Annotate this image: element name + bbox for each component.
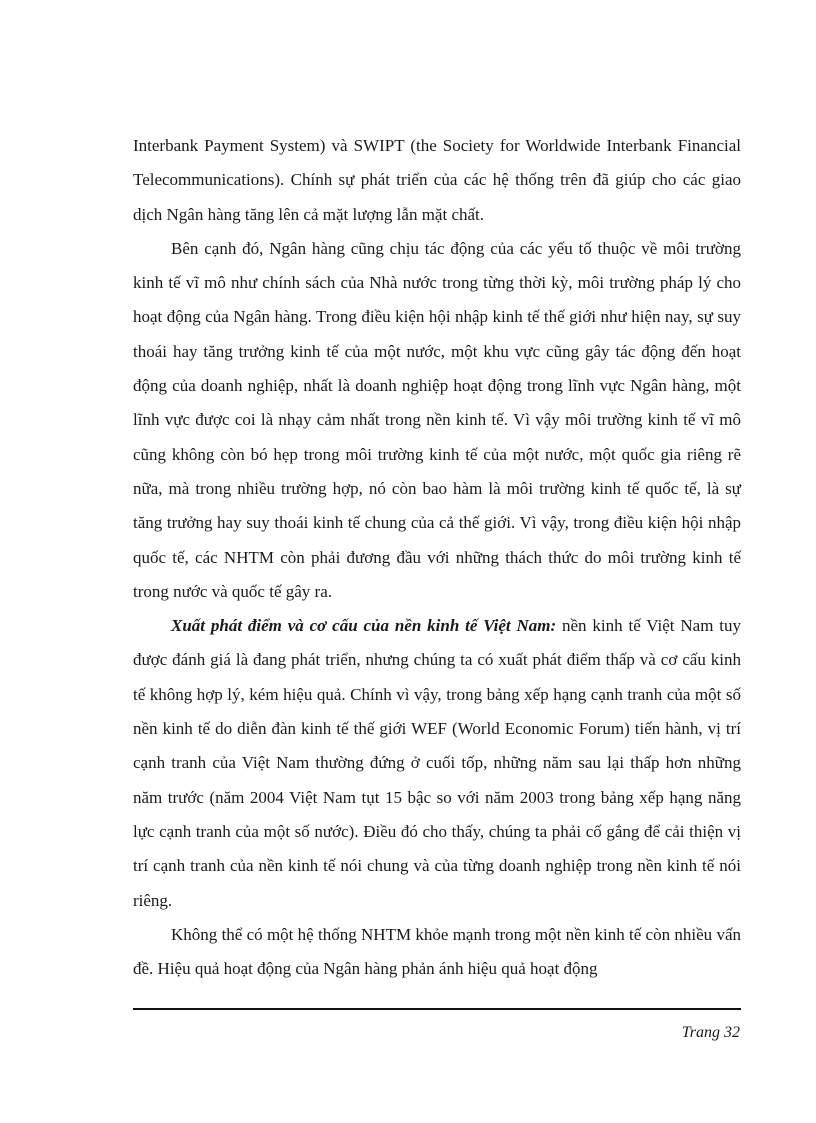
paragraph-2-text: Bên cạnh đó, Ngân hàng cũng chịu tác động của các yếu tố thuộc về môi trường kinh tế vĩ mô như chính sách của Nhà nước trong từng thời kỳ, môi trường pháp lý cho hoạt động của Ngân hàng. Trong điều kiện hội nhập kinh tế thế giới như hiện nay, sự suy thoái hay tăng trưởng kinh tế của một nước, một khu vực cũng gây tác động đến hoạt động của doanh nghiệp, nhất là doanh nghiệp hoạt động trong lĩnh vực Ngân hàng, một lĩnh vực được coi là nhạy cảm nhất trong nền kinh tế. Vì vậy môi trường kinh tế vĩ mô cũng không còn bó hẹp trong môi trường kinh tế của một nước, một quốc gia riêng rẽ nữa, mà trong nhiều trường hợp, nó còn bao hàm là môi trường kinh tế quốc tế, là sự tăng trưởng hay suy thoái kinh tế chung của cả thế giới. Vì vậy, trong điều kiện hội nhập quốc tế, các NHTM còn phải đương đầu với những thách thức do môi trường kinh tế trong nước và quốc tế gây ra. xyxy=(133,238,741,601)
footer-divider xyxy=(133,1008,741,1010)
paragraph-1-text: Interbank Payment System) và SWIPT (the Society for Worldwide Interbank Financial Telecommunications). Chính sự phát triển của các hệ thống trên đã giúp cho các giao dịch Ngân hàng tăng lên cả mặt lượng lẫn mặt chất. xyxy=(133,136,741,224)
page-number: Trang 32 xyxy=(681,1024,740,1041)
paragraph-2 xyxy=(133,232,741,609)
paragraph-4 xyxy=(133,918,741,987)
paragraph-3-heading: Xuất phát điểm và cơ cấu của nền kinh tế Việt Nam: xyxy=(171,616,557,636)
paragraph-1 xyxy=(133,129,741,232)
paragraph-3 xyxy=(133,609,741,918)
body-text xyxy=(133,129,741,986)
paragraph-4-text: Không thể có một hệ thống NHTM khỏe mạnh trong một nền kinh tế còn nhiều vấn đề. Hiệu quả hoạt động của Ngân hàng phản ánh hiệu quả hoạt động xyxy=(133,924,741,979)
paragraph-3-text: nền kinh tế Việt Nam tuy được đánh giá là đang phát triển, nhưng chúng ta có xuất phát điểm thấp và cơ cấu kinh tế không hợp lý, kém hiệu quả. Chính vì vậy, trong bảng xếp hạng cạnh tranh của một số nền kinh tế do diễn đàn kinh tế thế giới WEF (World Economic Forum) tiến hành, vị trí cạnh tranh của Việt Nam thường đứng ở cuối tốp, những năm sau lại thấp hơn những năm trước (năm 2004 Việt Nam tụt 15 bậc so với năm 2003 trong bảng xếp hạng năng lực cạnh tranh của một số nước). Điều đó cho thấy, chúng ta phải cố gắng để cải thiện vị trí cạnh tranh của nền kinh tế nói chung và của từng doanh nghiệp trong nền kinh tế nói riêng. xyxy=(133,616,741,910)
